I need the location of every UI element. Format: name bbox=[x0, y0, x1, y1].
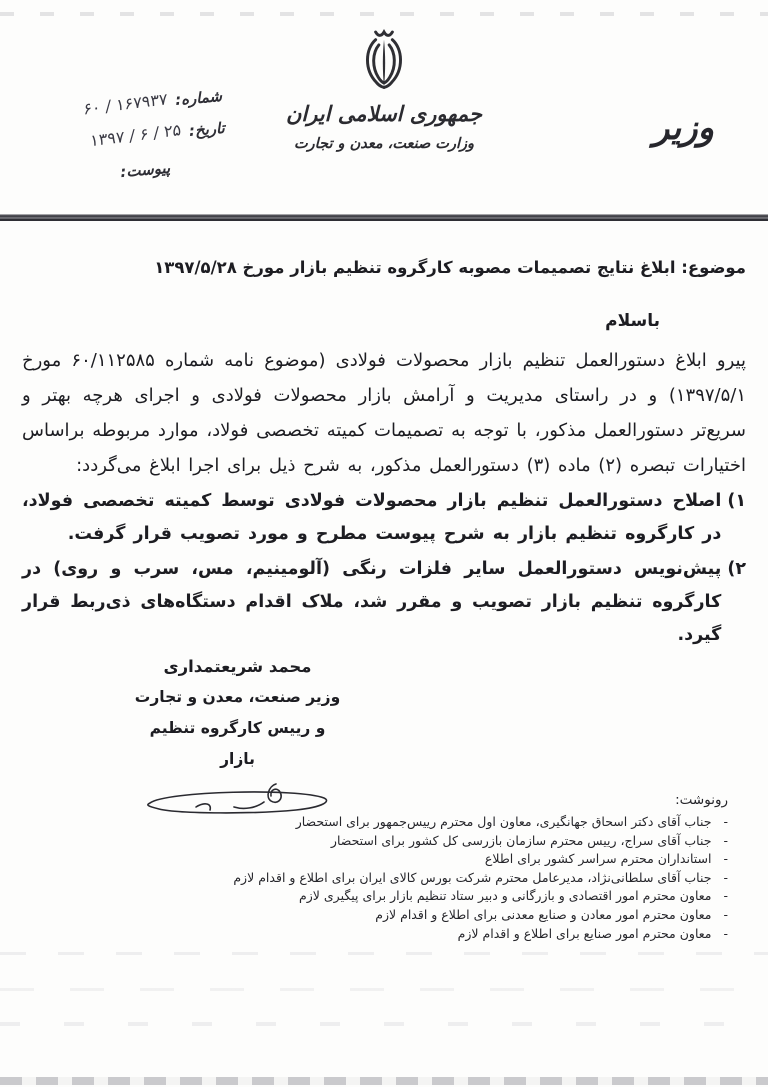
cc-item bbox=[78, 906, 728, 925]
cc-text: جناب آقای سراج، رییس محترم سازمان بازرسی کل کشور برای استحضار bbox=[330, 832, 712, 848]
subject-line: موضوع: ابلاغ نتایج تصمیمات مصوبه کارگروه تنظیم بازار مورخ ۱۳۹۷/۵/۲۸ bbox=[154, 258, 746, 277]
scan-artifact bbox=[0, 988, 768, 991]
cc-block bbox=[78, 792, 728, 943]
item-number: ۲) bbox=[727, 559, 746, 579]
iran-emblem-icon bbox=[355, 22, 413, 100]
cc-text: استانداران محترم سراسر کشور برای اطلاع bbox=[484, 851, 712, 867]
signer-title-2: و رییس کارگروه تنظیم بازار bbox=[149, 719, 326, 768]
item-text: اصلاح دستورالعمل تنظیم بازار محصولات فولادی توسط کمیته تخصصی فولاد، در کارگروه تنظیم بازار به شرح پیوست مطرح و مورد تصویب قرار گرفت. bbox=[22, 491, 722, 544]
cc-bullet: - bbox=[723, 925, 728, 941]
attachment-row bbox=[23, 159, 171, 190]
signer-name: محمد شریعتمداری bbox=[163, 657, 312, 676]
cc-text: معاون محترم امور اقتصادی و بازرگانی و دبیر ستاد تنظیم بازار برای پیگیری لازم bbox=[299, 888, 712, 904]
letterhead-divider bbox=[0, 214, 768, 221]
attachment-label: پیوست: bbox=[119, 158, 171, 182]
position-title: وزیر bbox=[652, 108, 714, 148]
scan-artifact bbox=[0, 1022, 768, 1026]
cc-text: جناب آقای دکتر اسحاق جهانگیری، معاون اول محترم رییس‌جمهور برای استحضار bbox=[295, 814, 712, 829]
body-paragraph: پیرو ابلاغ دستورالعمل تنظیم بازار محصولات فولادی (موضوع نامه شماره ۶۰/۱۱۲۵۸۵ مورخ ۱۳۹۷/۵/۱) و در راستای مدیریت و آرامش بازار محصولات فولادی و اجرای هرچه بهتر و سریع‌تر دستورالعمل مذکور، با توجه به تصمیمات کمیته تخصصی فولاد، موارد مربوطه براساس اختیارات تبصره (۲) ماده (۳) دستورالعمل مذکور، به شرح ذیل برای اجرا ابلاغ می‌گردد: bbox=[22, 350, 746, 476]
cc-bullet: - bbox=[723, 906, 728, 922]
scan-artifact-top bbox=[0, 12, 768, 16]
date-value: ۱۳۹۷ / ۶ / ۲۵ bbox=[89, 120, 182, 151]
cc-label: رونوشت: bbox=[675, 792, 728, 808]
cc-bullet: - bbox=[723, 851, 728, 867]
item-text: پیش‌نویس دستورالعمل سایر فلزات رنگی (آلومینیم، مس، سرب و روی) در کارگروه تنظیم بازار تصویب و مقرر شد، ملاک اقدام دستگاه‌های ذی‌ربط قرار گیرد. bbox=[22, 559, 722, 645]
cc-bullet: - bbox=[723, 888, 728, 904]
cc-item bbox=[78, 887, 728, 906]
cc-text: معاون محترم امور صنایع برای اطلاع و اقدام لازم bbox=[457, 925, 712, 941]
scan-artifact-bottom bbox=[0, 1077, 768, 1085]
cc-item bbox=[78, 925, 728, 944]
cc-item bbox=[78, 813, 728, 832]
salutation: باسلام bbox=[605, 311, 660, 331]
list-item bbox=[22, 553, 746, 652]
list-item bbox=[22, 485, 746, 551]
signer-title-1: وزیر صنعت، معدن و تجارت bbox=[134, 688, 341, 706]
cc-bullet: - bbox=[723, 814, 728, 829]
cc-item bbox=[78, 869, 728, 888]
ministry-title: وزارت صنعت، معدن و تجارت bbox=[294, 136, 474, 152]
number-label: شماره: bbox=[174, 86, 223, 109]
item-number: ۱) bbox=[727, 491, 746, 511]
cc-bullet: - bbox=[723, 832, 728, 848]
cc-text: معاون محترم امور معادن و صنایع معدنی برای اطلاع و اقدام لازم bbox=[375, 906, 712, 922]
country-title: جمهوری اسلامی ایران bbox=[285, 102, 483, 126]
cc-item bbox=[78, 850, 728, 869]
letter-content bbox=[0, 255, 768, 652]
scan-artifact bbox=[0, 952, 768, 955]
date-label: تاریخ: bbox=[188, 118, 226, 140]
cc-text: جناب آقای سلطانی‌نژاد، مدیرعامل محترم شرکت بورس کالای ایران برای اطلاع و اقدام لازم bbox=[233, 869, 712, 885]
number-value: ۶۰ / ۱۶۷۹۳۷ bbox=[82, 89, 168, 119]
cc-item bbox=[78, 832, 728, 851]
cc-bullet: - bbox=[723, 869, 728, 885]
